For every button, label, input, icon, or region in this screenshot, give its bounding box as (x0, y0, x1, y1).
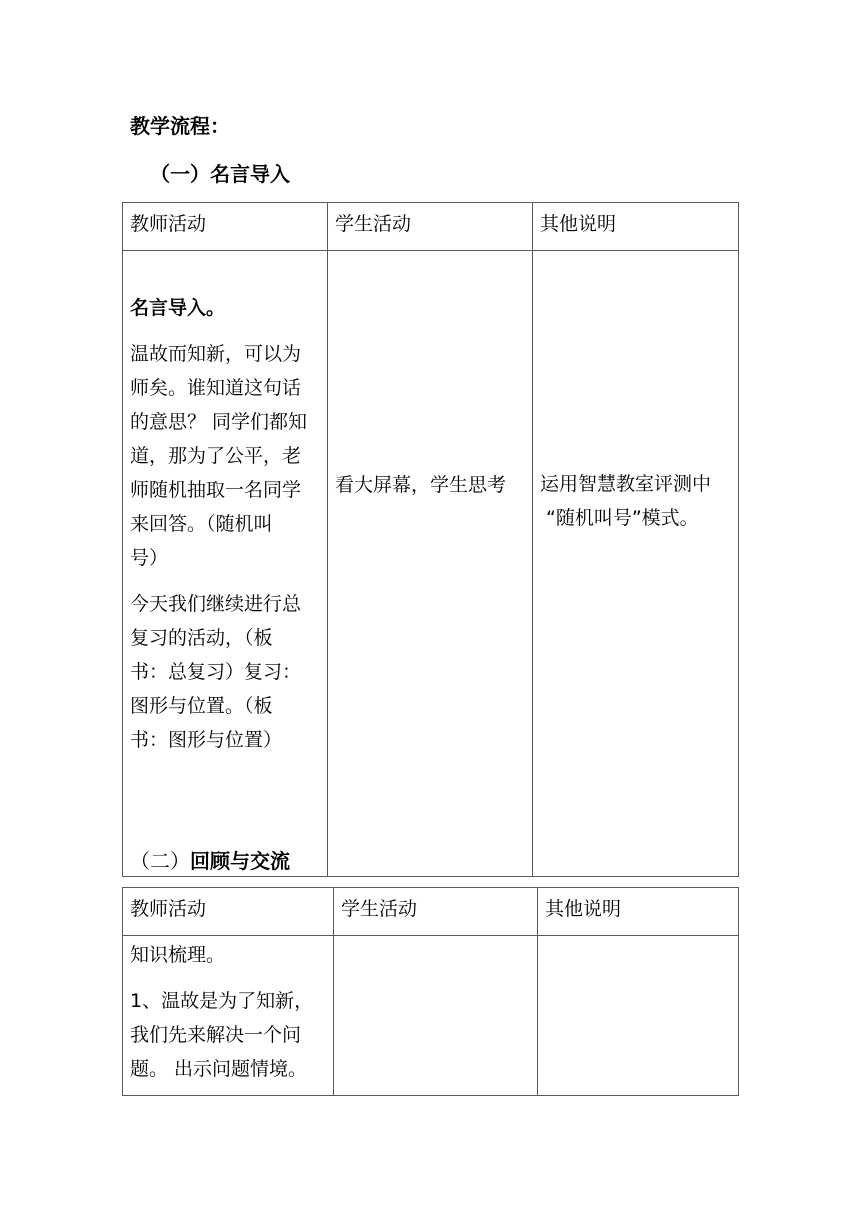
section2-title: （二）回顾与交流 (130, 849, 290, 873)
page-heading: 教学流程： (130, 114, 230, 138)
section1-header-row (123, 203, 739, 251)
other-notes-cell: 运用智慧教室评测中 “随机叫号”模式。 (533, 251, 739, 877)
s2-header-teacher-activity: 教师活动 (123, 888, 334, 936)
section2-content-row (123, 936, 739, 1096)
section1-title: （一）名言导入 (150, 162, 290, 186)
s2-header-student-activity: 学生活动 (334, 888, 538, 936)
section1-table (122, 202, 739, 877)
header-teacher-activity: 教师活动 (123, 203, 328, 251)
s2-teacher-activity-cell (123, 936, 334, 1096)
student-activity-cell: 看大屏幕，学生思考 (328, 251, 533, 877)
header-student-activity: 学生活动 (328, 203, 533, 251)
teacher-paragraph-1: 温故而知新，可以为 师矣。谁知道这句话 的意思？ 同学们都知 道，那为了公平，老 师随机抽取一名同学 来回答。（随机叫 号） (130, 343, 308, 569)
teacher-paragraph-2: 今天我们继续进行总 复习的活动，（板 书：总复习）复习： 图形与位置。（板 书：图形与位置） (130, 593, 302, 751)
section1-content-row (123, 251, 739, 877)
s2-student-activity-cell (334, 936, 538, 1096)
s2-teacher-line-1: 知识梳理。 (130, 944, 226, 966)
teacher-activity-cell (123, 251, 328, 877)
teacher-bold-title: 名言导入。 (130, 297, 226, 319)
s2-header-other-notes: 其他说明 (538, 888, 739, 936)
s2-other-notes-cell (538, 936, 739, 1096)
section2-header-row (123, 888, 739, 936)
s2-teacher-paragraph: 1、温故是为了知新， 我们先来解决一个问 题。 出示问题情境。 (130, 990, 314, 1080)
header-other-notes: 其他说明 (533, 203, 739, 251)
section2-table (122, 887, 739, 1096)
